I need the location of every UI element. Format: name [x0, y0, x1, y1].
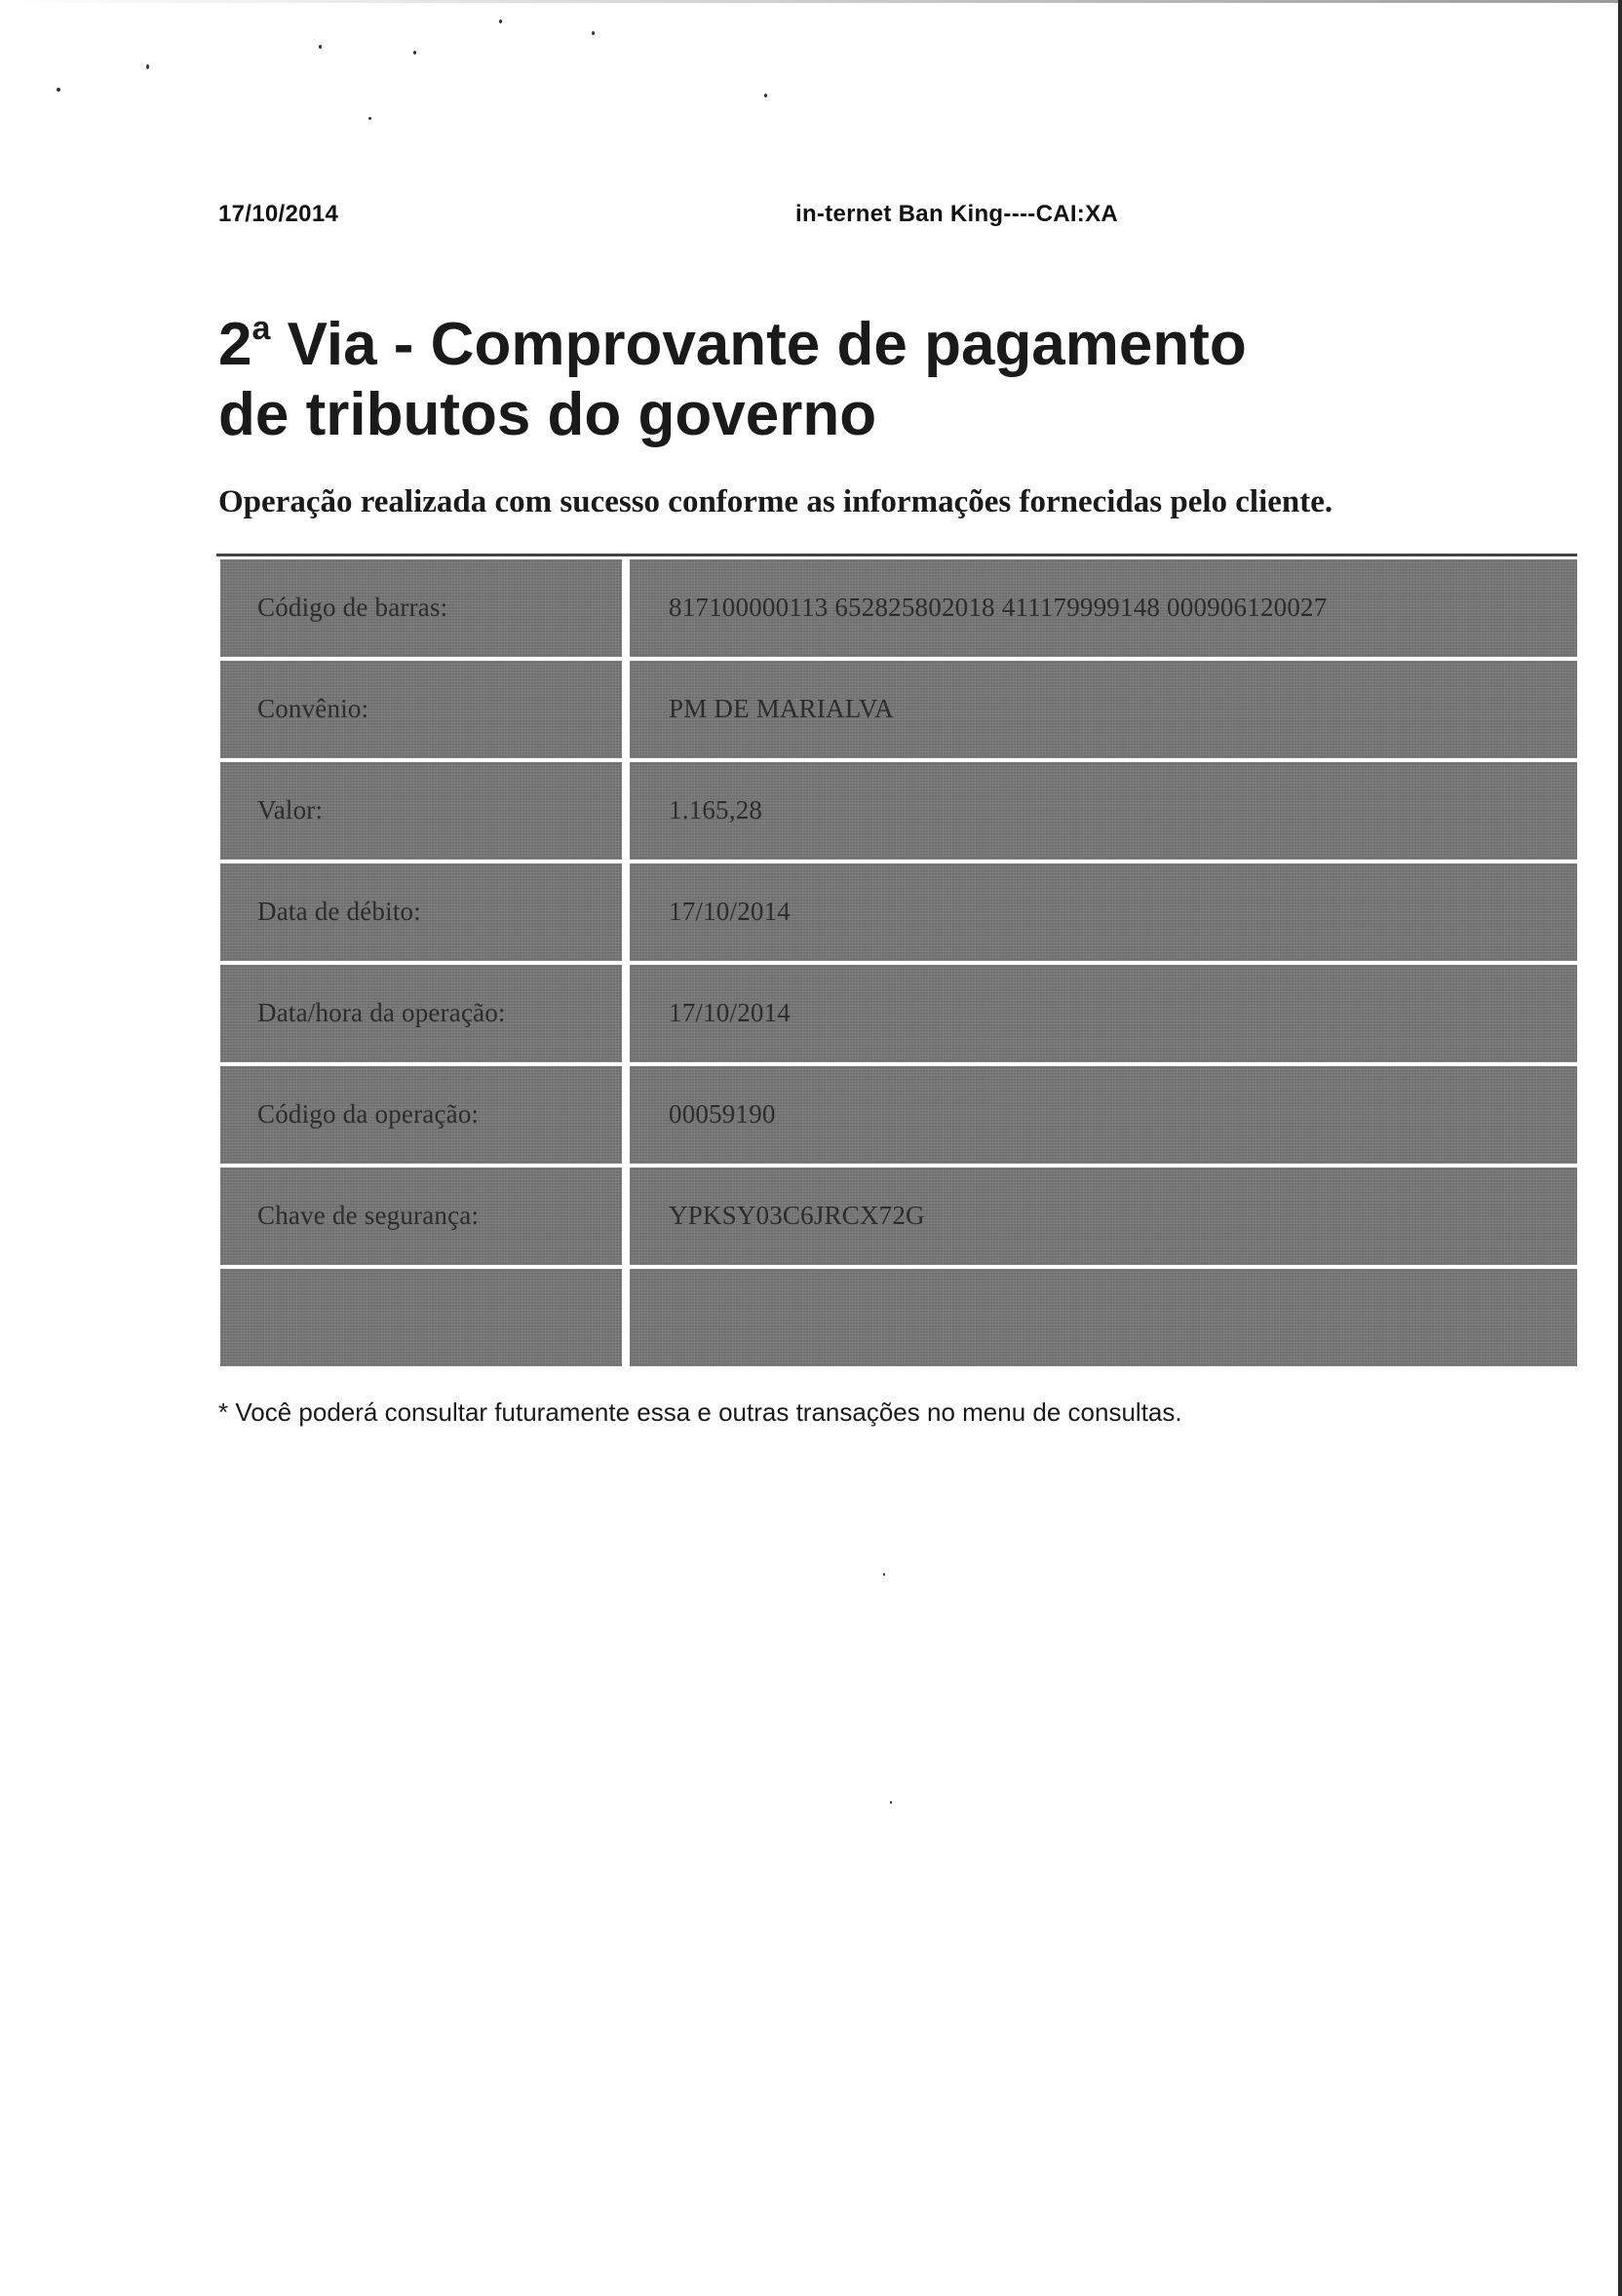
title-ordinal-suffix: a: [251, 310, 271, 348]
row-label-cell: [220, 863, 622, 961]
title-line2: de tributos do governo: [218, 381, 877, 448]
table-row-codigo-operacao: [220, 1066, 1577, 1164]
row-value-cell: [630, 965, 1577, 1062]
scan-speck: [890, 1801, 892, 1804]
table-row-data-hora-operacao: [220, 965, 1577, 1062]
row-label: Código da operação:: [257, 1099, 480, 1129]
row-value: 17/10/2014: [669, 998, 792, 1027]
table-row-empty: [220, 1269, 1577, 1366]
row-label-cell: [220, 1066, 622, 1164]
row-value: YPKSY03C6JRCX72G: [669, 1201, 925, 1230]
scan-speck: [592, 31, 595, 35]
row-label: Convênio:: [257, 694, 369, 723]
receipt-table: [216, 554, 1577, 1368]
status-message: Operação realizada com sucesso conforme as informações fornecidas pelo cliente.: [218, 484, 1333, 519]
row-value: 17/10/2014: [669, 897, 792, 926]
footnote: * Você poderá consultar futuramente essa e outras transações no menu de consultas.: [218, 1397, 1182, 1427]
header-bank-name: in-ternet Ban King----CAI:XA: [795, 201, 1119, 227]
scan-speck: [368, 117, 371, 120]
row-value-cell: [630, 762, 1577, 860]
page-title: [218, 310, 1486, 450]
table-row-codigo-barras: [220, 559, 1577, 657]
table-row-valor: [220, 762, 1577, 860]
row-label-cell: [220, 661, 622, 758]
row-value-cell: [630, 1269, 1577, 1366]
scan-speck: [499, 19, 502, 23]
row-label: Valor:: [257, 795, 324, 824]
scan-speck: [413, 51, 416, 55]
table-top-rule: [216, 554, 1577, 556]
row-value-cell: [630, 559, 1577, 657]
page-top-edge: [0, 0, 1622, 3]
row-label: Chave de segurança:: [257, 1201, 480, 1230]
table-row-data-debito: [220, 863, 1577, 961]
row-label-cell: [220, 1269, 622, 1366]
row-label: Código de barras:: [257, 593, 448, 622]
row-label-cell: [220, 1167, 622, 1265]
row-value: PM DE MARIALVA: [669, 694, 894, 723]
header-date: 17/10/2014: [218, 201, 339, 227]
table-row-chave-seguranca: [220, 1167, 1577, 1265]
scan-speck: [883, 1573, 885, 1576]
page-right-edge: [1618, 0, 1622, 2296]
row-value-cell: [630, 1066, 1577, 1164]
title-line1: Via - Comprovante de pagamento: [270, 311, 1247, 378]
row-value-cell: [630, 661, 1577, 758]
row-label-cell: [220, 965, 622, 1062]
row-label-cell: [220, 762, 622, 860]
row-label: Data/hora da operação:: [257, 998, 506, 1027]
row-value-cell: [630, 1167, 1577, 1265]
row-value: 00059190: [669, 1099, 776, 1129]
row-value-cell: [630, 863, 1577, 961]
table-row-convenio: [220, 661, 1577, 758]
scan-speck: [146, 64, 149, 69]
row-label-cell: [220, 559, 622, 657]
title-ordinal-number: 2: [218, 311, 252, 378]
row-value: 1.165,28: [669, 795, 763, 824]
scan-speck: [319, 45, 322, 49]
scan-speck: [57, 88, 60, 92]
row-value: 817100000113 652825802018 411179999148 000906120027: [669, 593, 1328, 622]
row-label: Data de débito:: [257, 897, 421, 926]
scan-speck: [764, 94, 767, 97]
